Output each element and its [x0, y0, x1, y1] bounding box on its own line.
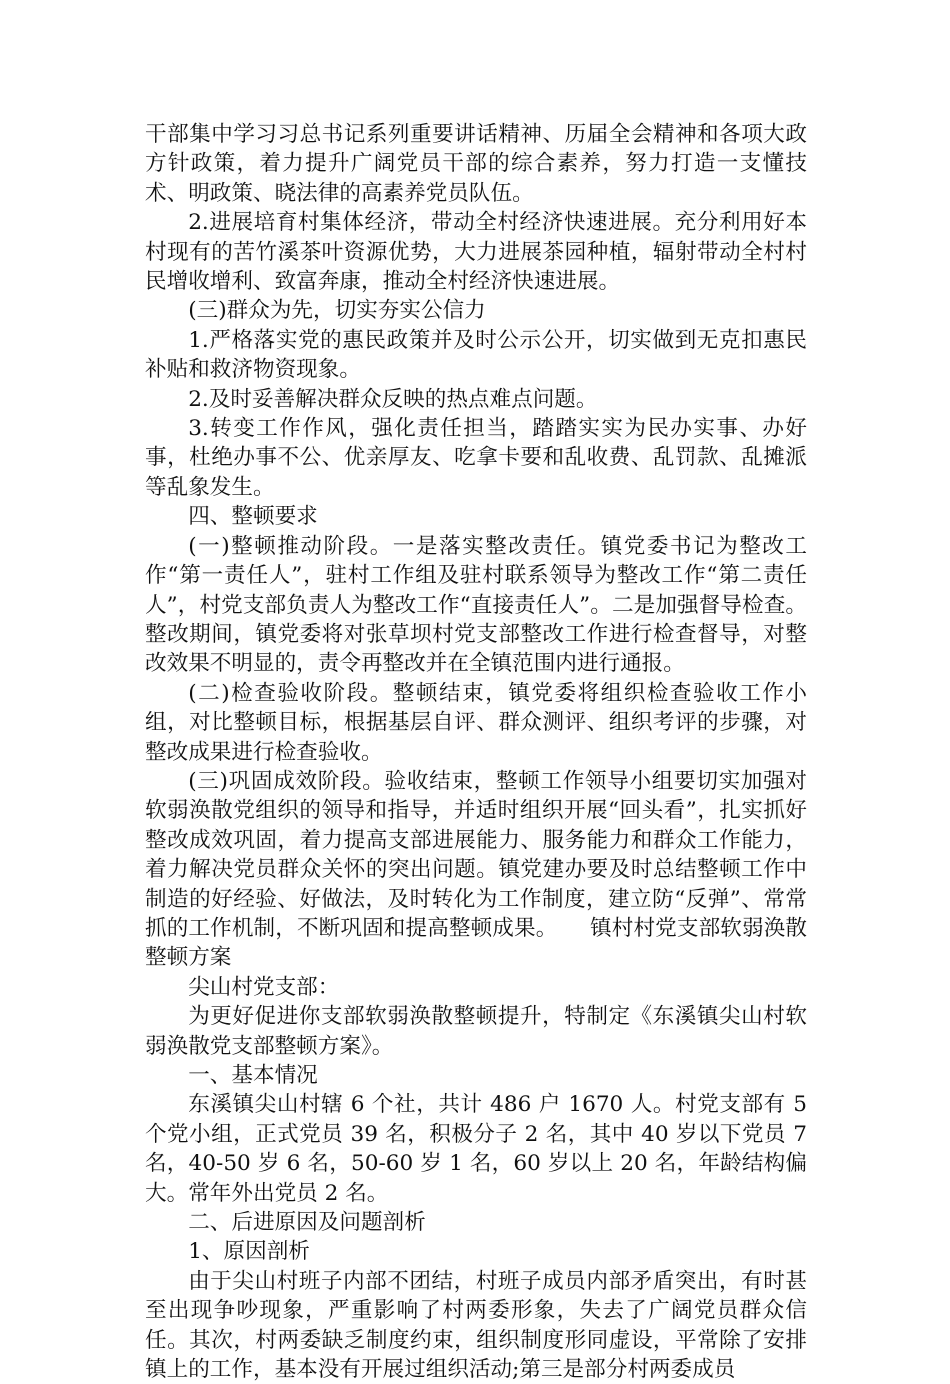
paragraph: 2.及时妥善解决群众反映的热点难点问题。 [188, 386, 598, 412]
paragraph: (二)检查验收阶段。整顿结束，镇党委将组织检查验收工作小组，对比整顿目标，根据基层自评、群众测评、组织考评的步骤，对整改成果进行检查验收。 [145, 680, 807, 765]
paragraph: 由于尖山村班子内部不团结，村班子成员内部矛盾突出，有时甚至出现争吵现象，严重影响了村两委形象，失去了广阔党员群众信任。其次，村两委缺乏制度约束，组织制度形同虚设，平常除了安排镇上的工作，基本没有开展过组织活动;第三是部分村两委成员 [145, 1268, 807, 1383]
paragraph: 东溪镇尖山村辖 6 个社，共计 486 户 1670 人。村党支部有 5 个党小组，正式党员 39 名，积极分子 2 名，其中 40 岁以下党员 7 名，40-50 岁 6 名，50-60 岁 1 名，60 岁以上 20 名，年龄结构偏大。常年外出党员 2 名。 [145, 1092, 807, 1206]
paragraph: 二、后进原因及问题剖析 [188, 1210, 426, 1236]
paragraph: 一、基本情况 [188, 1063, 318, 1088]
paragraph: 2.进展培育村集体经济，带动全村经济快速进展。充分利用好本村现有的苦竹溪茶叶资源优势，大力进展茶园种植，辐射带动全村村民增收增利、致富奔康，推动全村经济快速进展。 [145, 210, 807, 295]
paragraph: 为更好促进你支部软弱涣散整顿提升，特制定《东溪镇尖山村软弱涣散党支部整顿方案》。 [145, 1004, 807, 1059]
document-body [145, 120, 807, 1384]
paragraph: 3.转变工作作风，强化责任担当，踏踏实实为民办实事、办好事，杜绝办事不公、优亲厚友、吃拿卡要和乱收费、乱罚款、乱摊派等乱象发生。 [145, 416, 807, 500]
paragraph: 干部集中学习习总书记系列重要讲话精神、历届全会精神和各项大政方针政策，着力提升广阔党员干部的综合素养，努力打造一支懂技术、明政策、晓法律的高素养党员队伍。 [145, 122, 807, 206]
paragraph: 1.严格落实党的惠民政策并及时公示公开，切实做到无克扣惠民补贴和救济物资现象。 [145, 327, 807, 383]
paragraph: (三)群众为先，切实夯实公信力 [188, 298, 486, 324]
paragraph: (一)整顿推动阶段。一是落实整改责任。镇党委书记为整改工作“第一责任人”，驻村工作组及驻村联系领导为整改工作“第二责任人”，村党支部负责人为整改工作“直接责任人”。二是加强督导检查。整改期间，镇党委将对张草坝村党支部整改工作进行检查督导，对整改效果不明显的，责令再整改并在全镇范围内进行通报。 [145, 533, 807, 677]
paragraph: 尖山村党支部： [188, 974, 340, 1000]
paragraph: 四、整顿要求 [188, 504, 318, 530]
paragraph: 1、原因剖析 [188, 1239, 310, 1265]
paragraph: (三)巩固成效阶段。验收结束，整顿工作领导小组要切实加强对软弱涣散党组织的领导和指导，并适时组织开展“回头看”，扎实抓好整改成效巩固，着力提高支部进展能力、服务能力和群众工作能力，着力解决党员群众关怀的突出问题。镇党建办要及时总结整顿工作中制造的好经验、好做法，及时转化为工作制度，建立防“反弹”、常常抓的工作机制，不断巩固和提高整顿成果。 镇村村党支部软弱涣散整顿方案 [145, 768, 807, 971]
